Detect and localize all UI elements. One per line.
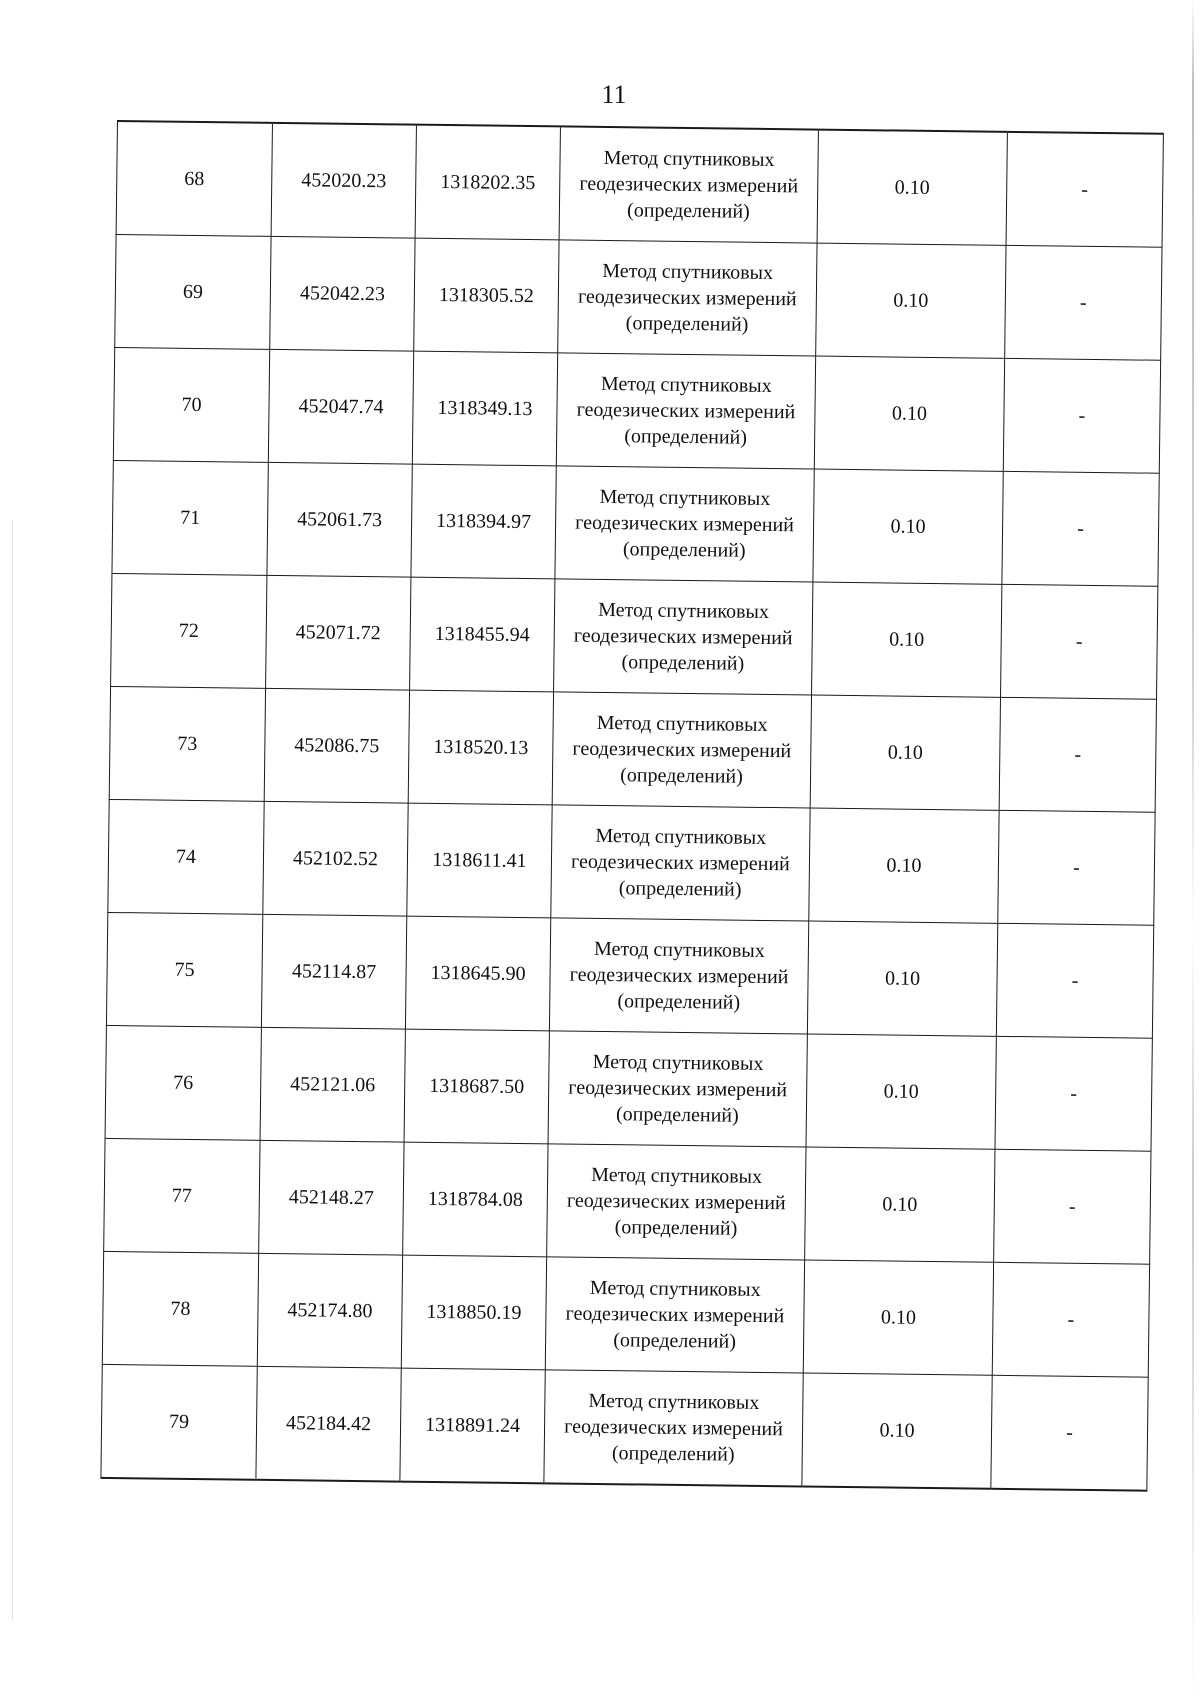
y-coordinate-cell: 1318687.50 [404,1029,549,1144]
y-coordinate-cell: 1318349.13 [412,351,557,466]
table-row [109,686,1156,812]
note-cell: - [1003,358,1160,473]
method-cell [554,579,813,695]
method-cell [551,805,810,921]
table-row [108,799,1155,925]
method-text: Метод спутниковых геодезических измерений (определений) [569,937,789,1014]
point-number-cell: 79 [101,1364,257,1479]
y-coordinate-cell: 1318455.94 [410,577,555,692]
point-number-cell: 76 [105,1025,261,1140]
note-cell: - [996,923,1153,1038]
accuracy-cell: 0.10 [817,130,1007,246]
table-row [101,1364,1148,1490]
y-coordinate-cell: 1318891.24 [400,1368,545,1483]
x-coordinate-cell: 452114.87 [261,914,406,1029]
page-number: 11 [601,80,627,109]
scan-edge-line [12,520,13,1620]
point-number-cell: 78 [102,1251,258,1366]
y-coordinate-cell: 1318784.08 [403,1142,548,1257]
x-coordinate-cell: 452042.23 [270,236,415,351]
accuracy-cell: 0.10 [810,695,1000,810]
point-number-cell: 77 [104,1138,260,1253]
method-text: Метод спутниковых геодезических измерений (определений) [572,711,792,788]
point-number-cell: 69 [115,234,271,349]
x-coordinate-cell: 452047.74 [268,349,413,464]
point-number-cell: 68 [116,121,272,236]
method-cell [549,918,808,1034]
note-cell: - [1001,584,1158,699]
method-cell [544,1370,803,1487]
coordinates-table-body [101,121,1164,1491]
method-text: Метод спутниковых геодезических измерений (определений) [576,372,796,449]
accuracy-cell: 0.10 [809,808,999,923]
method-text: Метод спутниковых геодезических измерений (определений) [573,598,793,675]
method-text: Метод спутниковых геодезических измерений (определений) [577,259,797,336]
table-row [106,912,1153,1038]
accuracy-cell: 0.10 [816,243,1006,358]
accuracy-cell: 0.10 [802,1373,992,1489]
note-cell: - [994,1149,1151,1264]
method-cell [548,1031,807,1147]
note-cell: - [992,1262,1149,1377]
table-row [102,1251,1149,1377]
method-cell [552,692,811,808]
note-cell: - [1006,132,1163,247]
method-text: Метод спутниковых геодезических измерений (определений) [579,146,799,223]
table-row [112,460,1159,586]
method-cell [545,1257,804,1373]
x-coordinate-cell: 452102.52 [263,801,408,916]
scan-edge-shadow [1192,0,1194,1697]
note-cell: - [999,697,1156,812]
point-number-cell: 75 [106,912,262,1027]
note-cell: - [1005,245,1162,360]
point-number-cell: 70 [113,347,269,462]
point-number-cell: 72 [111,573,267,688]
x-coordinate-cell: 452174.80 [257,1253,402,1368]
table-row [113,347,1160,473]
method-text: Метод спутниковых геодезических измерений (определений) [568,1050,788,1127]
note-cell: - [995,1036,1152,1151]
x-coordinate-cell: 452020.23 [271,123,416,238]
point-number-cell: 73 [109,686,265,801]
x-coordinate-cell: 452148.27 [259,1140,404,1255]
x-coordinate-cell: 452121.06 [260,1027,405,1142]
y-coordinate-cell: 1318202.35 [415,125,560,240]
accuracy-cell: 0.10 [814,356,1004,471]
method-cell [558,240,817,356]
y-coordinate-cell: 1318611.41 [407,803,552,918]
coordinates-table [100,120,1164,1492]
table-row [104,1138,1151,1264]
x-coordinate-cell: 452184.42 [256,1366,401,1481]
method-text: Метод спутниковых геодезических измерений (определений) [575,485,795,562]
y-coordinate-cell: 1318305.52 [414,238,559,353]
note-cell: - [998,810,1155,925]
note-cell: - [1002,471,1159,586]
accuracy-cell: 0.10 [803,1260,993,1375]
method-text: Метод спутниковых геодезических измерений (определений) [566,1163,786,1240]
point-number-cell: 74 [108,799,264,914]
accuracy-cell: 0.10 [812,582,1002,697]
method-cell [547,1144,806,1260]
point-number-cell: 71 [112,460,268,575]
method-text: Метод спутниковых геодезических измерений (определений) [564,1389,784,1466]
table-row [116,121,1163,247]
coordinates-table-wrapper [100,120,1163,1492]
y-coordinate-cell: 1318850.19 [401,1255,546,1370]
x-coordinate-cell: 452071.72 [266,575,411,690]
method-cell [556,353,815,469]
method-cell [555,466,814,582]
method-text: Метод спутниковых геодезических измерений (определений) [565,1276,785,1353]
y-coordinate-cell: 1318520.13 [408,690,553,805]
y-coordinate-cell: 1318645.90 [405,916,550,1031]
y-coordinate-cell: 1318394.97 [411,464,556,579]
method-text: Метод спутниковых геодезических измерений (определений) [570,824,790,901]
accuracy-cell: 0.10 [807,921,997,1036]
x-coordinate-cell: 452061.73 [267,462,412,577]
table-row [105,1025,1152,1151]
note-cell: - [991,1375,1148,1490]
accuracy-cell: 0.10 [806,1034,996,1149]
x-coordinate-cell: 452086.75 [264,688,409,803]
accuracy-cell: 0.10 [813,469,1003,584]
table-row [115,234,1162,360]
accuracy-cell: 0.10 [805,1147,995,1262]
method-cell [559,126,818,243]
table-row [111,573,1158,699]
